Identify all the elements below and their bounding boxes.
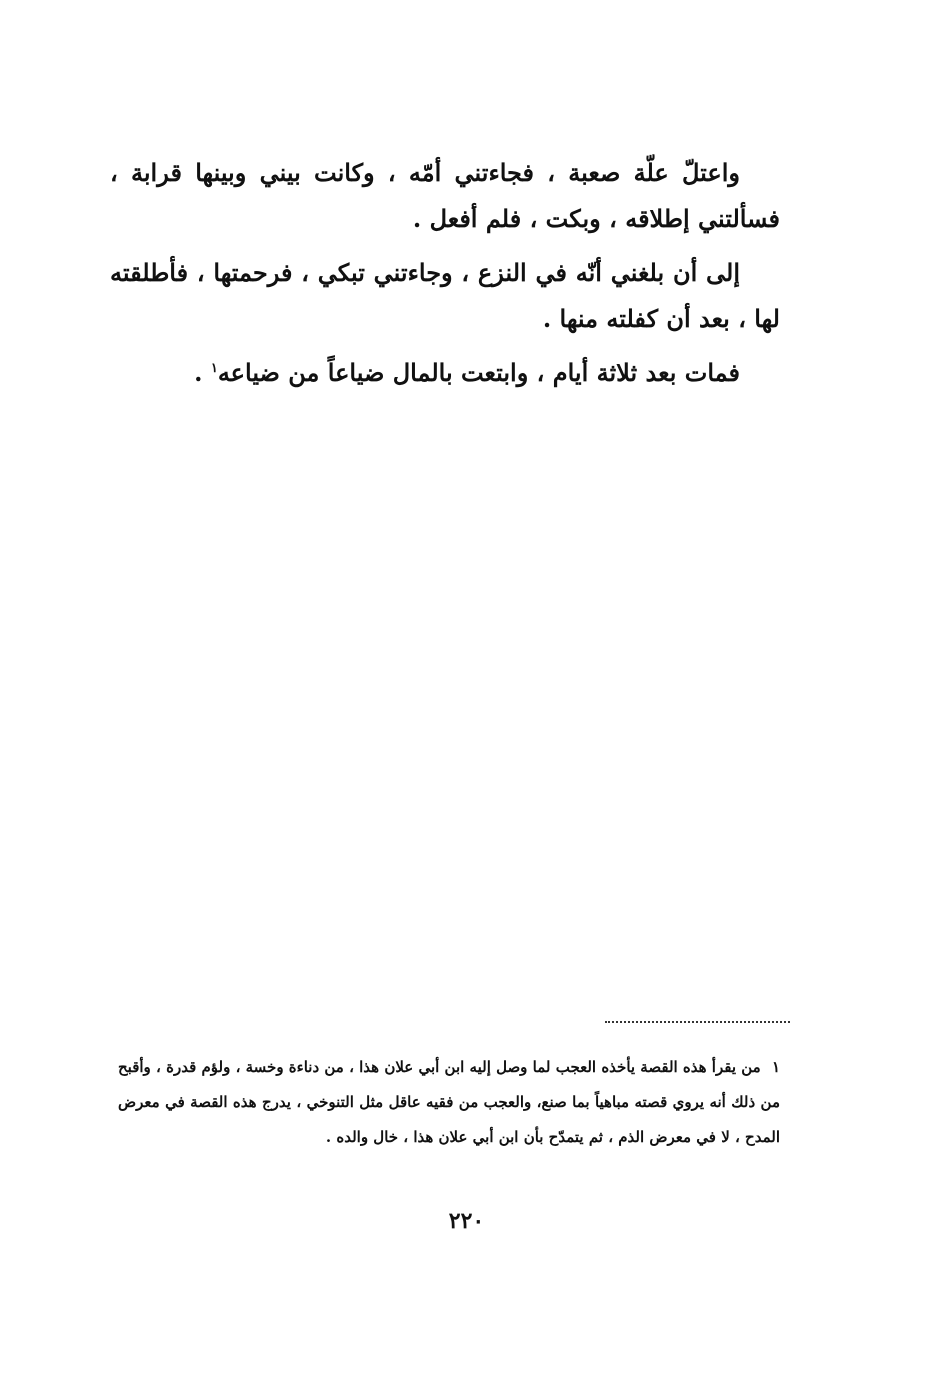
footnote-number: ١	[771, 1058, 780, 1076]
paragraph-1: واعتلّ علّة صعبة ، فجاءتني أمّه ، وكانت بيني وبينها قرابة ، فسألتني إطلاقه ، وبكت ، فلم أفعل .	[110, 158, 780, 233]
paragraph-3	[110, 350, 780, 396]
paragraph-3-text: فمات بعد ثلاثة أيام ، وابتعت بالمال ضياعاً من ضياعه	[217, 358, 740, 387]
page-number: ٢٢٠	[448, 1208, 485, 1234]
footnote-reference[interactable]: ١	[210, 361, 218, 376]
paragraph-3-end: .	[194, 358, 211, 387]
footnote-divider	[605, 1021, 790, 1023]
footnote	[118, 1050, 780, 1155]
main-text	[110, 150, 780, 404]
paragraph-2: إلى أن بلغني أنّه في النزع ، وجاءتني تبكي ، فرحمتها ، فأطلقته لها ، بعد أن كفلته منها .	[110, 258, 780, 333]
footnote-text: من يقرأ هذه القصة يأخذه العجب لما وصل إليه ابن أبي علان هذا ، من دناءة وخسة ، ولؤم قدرة ، وأقبح من ذلك أنه يروي قصته مباهياً بما صنع، والعجب من فقيه عاقل مثل التنوخي ، يدرج هذه القصة في معرض المدح ، لا في معرض الذم ، ثم يتمدّح بأن ابن أبي علان هذا ، خال والده .	[118, 1058, 780, 1146]
